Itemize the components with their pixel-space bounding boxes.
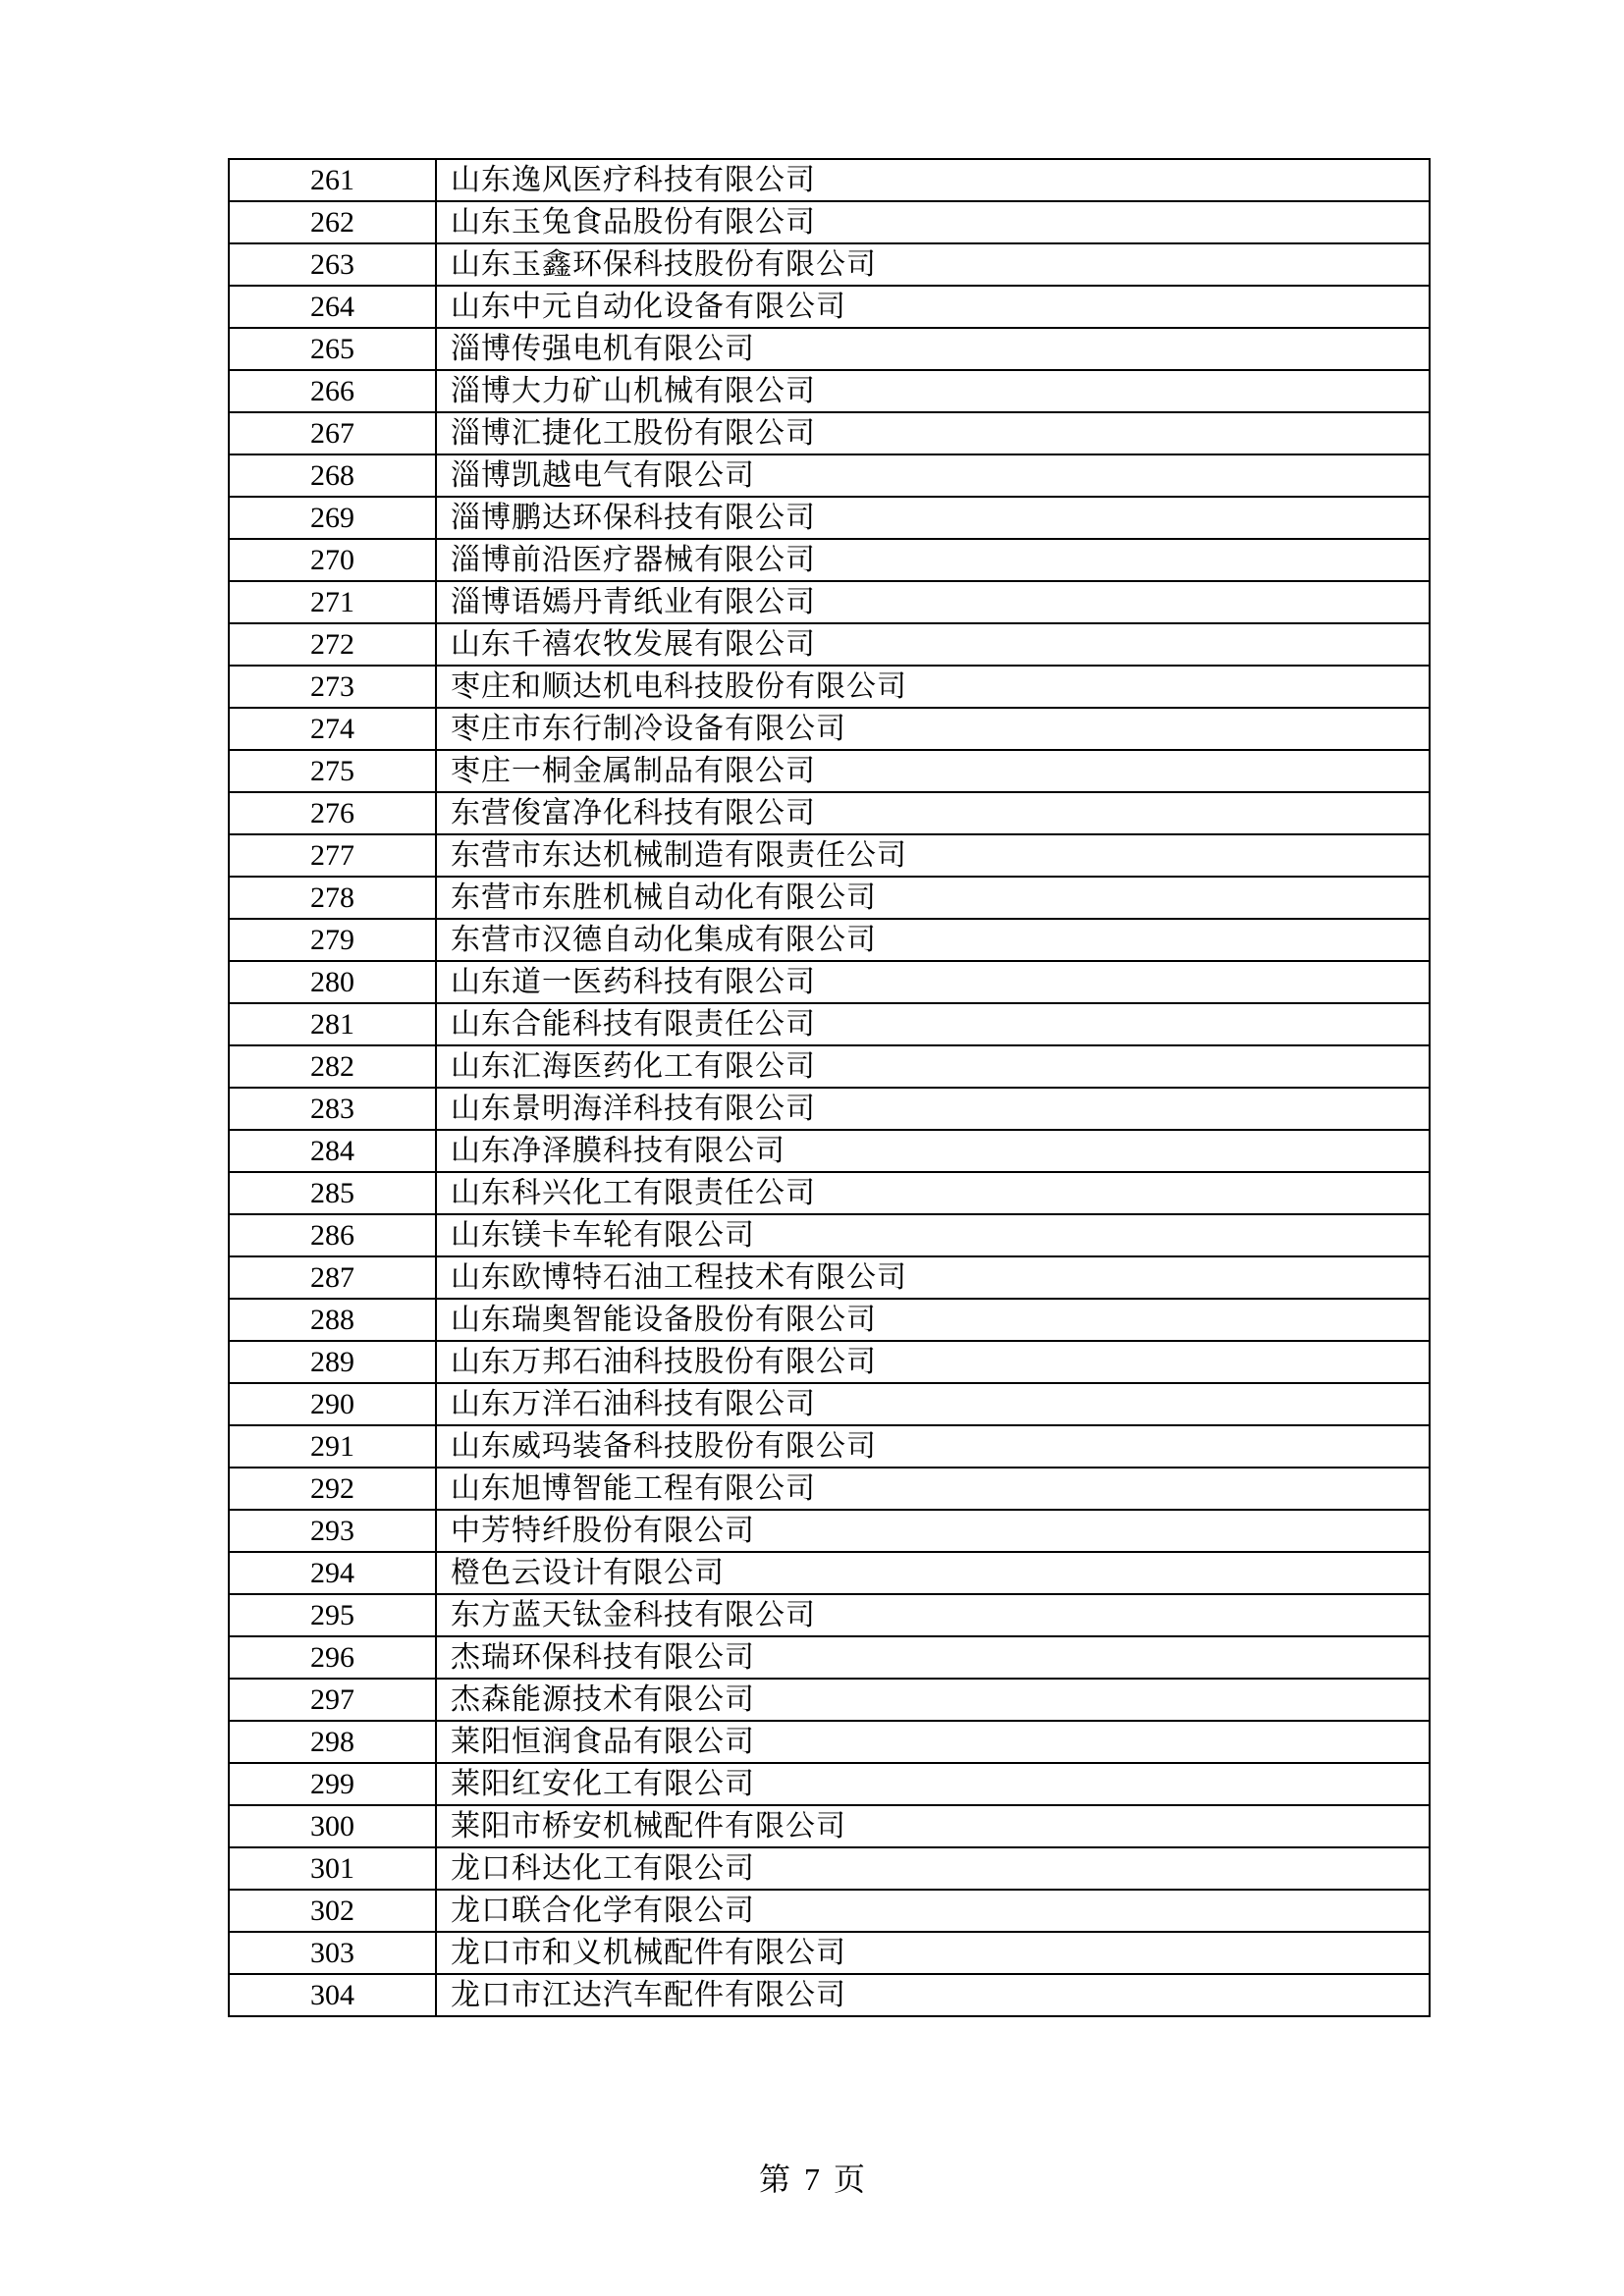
company-name: 淄博前沿医疗器械有限公司 [436, 539, 1430, 581]
row-number: 267 [229, 412, 436, 454]
row-number: 262 [229, 201, 436, 243]
company-name: 龙口科达化工有限公司 [436, 1847, 1430, 1890]
row-number: 296 [229, 1636, 436, 1679]
row-number: 283 [229, 1088, 436, 1130]
company-name: 东方蓝天钛金科技有限公司 [436, 1594, 1430, 1636]
table-row [229, 1088, 1430, 1130]
company-name: 淄博传强电机有限公司 [436, 328, 1430, 370]
row-number: 286 [229, 1214, 436, 1256]
page-footer-suffix: 页 [834, 2161, 866, 2198]
row-number: 288 [229, 1299, 436, 1341]
company-name: 淄博汇捷化工股份有限公司 [436, 412, 1430, 454]
row-number: 302 [229, 1890, 436, 1932]
row-number: 278 [229, 877, 436, 919]
company-name: 山东逸风医疗科技有限公司 [436, 159, 1430, 201]
table-row [229, 1045, 1430, 1088]
table-row [229, 1510, 1430, 1552]
row-number: 289 [229, 1341, 436, 1383]
row-number: 280 [229, 961, 436, 1003]
company-name: 山东镁卡车轮有限公司 [436, 1214, 1430, 1256]
company-name: 淄博大力矿山机械有限公司 [436, 370, 1430, 412]
company-name: 莱阳红安化工有限公司 [436, 1763, 1430, 1805]
row-number: 298 [229, 1721, 436, 1763]
row-number: 301 [229, 1847, 436, 1890]
page-number: 7 [804, 2162, 820, 2197]
row-number: 299 [229, 1763, 436, 1805]
table-row [229, 1341, 1430, 1383]
row-number: 269 [229, 497, 436, 539]
table-row [229, 581, 1430, 623]
row-number: 272 [229, 623, 436, 666]
table-row [229, 1130, 1430, 1172]
company-name: 山东万邦石油科技股份有限公司 [436, 1341, 1430, 1383]
table-row [229, 666, 1430, 708]
row-number: 297 [229, 1679, 436, 1721]
table-row [229, 286, 1430, 328]
row-number: 261 [229, 159, 436, 201]
company-name: 山东玉兔食品股份有限公司 [436, 201, 1430, 243]
table-row [229, 201, 1430, 243]
page-footer [0, 2160, 1624, 2199]
row-number: 273 [229, 666, 436, 708]
row-number: 285 [229, 1172, 436, 1214]
page-footer-prefix: 第 [758, 2161, 790, 2198]
row-number: 271 [229, 581, 436, 623]
table-row [229, 1468, 1430, 1510]
row-number: 275 [229, 750, 436, 792]
company-name: 山东合能科技有限责任公司 [436, 1003, 1430, 1045]
row-number: 303 [229, 1932, 436, 1974]
company-name: 枣庄和顺达机电科技股份有限公司 [436, 666, 1430, 708]
table-row [229, 412, 1430, 454]
table-row [229, 1256, 1430, 1299]
table-row [229, 454, 1430, 497]
row-number: 295 [229, 1594, 436, 1636]
company-list-body [229, 159, 1430, 2016]
table-row [229, 1425, 1430, 1468]
company-name: 东营俊富净化科技有限公司 [436, 792, 1430, 834]
company-name: 东营市东达机械制造有限责任公司 [436, 834, 1430, 877]
company-name: 龙口联合化学有限公司 [436, 1890, 1430, 1932]
row-number: 270 [229, 539, 436, 581]
row-number: 293 [229, 1510, 436, 1552]
company-name: 龙口市江达汽车配件有限公司 [436, 1974, 1430, 2016]
row-number: 300 [229, 1805, 436, 1847]
company-name: 枣庄一桐金属制品有限公司 [436, 750, 1430, 792]
table-row [229, 1805, 1430, 1847]
company-list-table [228, 158, 1431, 2017]
company-name: 山东净泽膜科技有限公司 [436, 1130, 1430, 1172]
table-row [229, 1721, 1430, 1763]
row-number: 274 [229, 708, 436, 750]
row-number: 287 [229, 1256, 436, 1299]
row-number: 277 [229, 834, 436, 877]
company-name: 淄博凯越电气有限公司 [436, 454, 1430, 497]
table-row [229, 1299, 1430, 1341]
company-name: 山东科兴化工有限责任公司 [436, 1172, 1430, 1214]
table-row [229, 623, 1430, 666]
company-name: 山东道一医药科技有限公司 [436, 961, 1430, 1003]
company-name: 枣庄市东行制冷设备有限公司 [436, 708, 1430, 750]
table-row [229, 708, 1430, 750]
row-number: 279 [229, 919, 436, 961]
company-name: 山东景明海洋科技有限公司 [436, 1088, 1430, 1130]
company-name: 山东千禧农牧发展有限公司 [436, 623, 1430, 666]
row-number: 266 [229, 370, 436, 412]
table-row [229, 792, 1430, 834]
row-number: 276 [229, 792, 436, 834]
table-row [229, 877, 1430, 919]
row-number: 281 [229, 1003, 436, 1045]
table-row [229, 497, 1430, 539]
table-row [229, 1172, 1430, 1214]
row-number: 282 [229, 1045, 436, 1088]
table-row [229, 1932, 1430, 1974]
table-row [229, 1847, 1430, 1890]
company-name: 中芳特纤股份有限公司 [436, 1510, 1430, 1552]
table-row [229, 1383, 1430, 1425]
company-name: 淄博语嫣丹青纸业有限公司 [436, 581, 1430, 623]
row-number: 291 [229, 1425, 436, 1468]
company-name: 淄博鹏达环保科技有限公司 [436, 497, 1430, 539]
table-row [229, 1679, 1430, 1721]
row-number: 304 [229, 1974, 436, 2016]
company-name: 橙色云设计有限公司 [436, 1552, 1430, 1594]
company-name: 莱阳市桥安机械配件有限公司 [436, 1805, 1430, 1847]
table-row [229, 961, 1430, 1003]
table-row [229, 370, 1430, 412]
table-row [229, 1552, 1430, 1594]
company-name: 杰瑞环保科技有限公司 [436, 1636, 1430, 1679]
company-name: 杰森能源技术有限公司 [436, 1679, 1430, 1721]
company-name: 山东旭博智能工程有限公司 [436, 1468, 1430, 1510]
company-name: 山东欧博特石油工程技术有限公司 [436, 1256, 1430, 1299]
table-row [229, 1594, 1430, 1636]
table-row [229, 243, 1430, 286]
table-row [229, 1636, 1430, 1679]
row-number: 292 [229, 1468, 436, 1510]
table-row [229, 1974, 1430, 2016]
table-row [229, 1890, 1430, 1932]
table-row [229, 1214, 1430, 1256]
table-row [229, 539, 1430, 581]
row-number: 294 [229, 1552, 436, 1594]
company-name: 山东威玛装备科技股份有限公司 [436, 1425, 1430, 1468]
company-name: 东营市汉德自动化集成有限公司 [436, 919, 1430, 961]
table-row [229, 834, 1430, 877]
row-number: 284 [229, 1130, 436, 1172]
company-name: 山东瑞奥智能设备股份有限公司 [436, 1299, 1430, 1341]
row-number: 263 [229, 243, 436, 286]
table-row [229, 919, 1430, 961]
row-number: 268 [229, 454, 436, 497]
table-row [229, 750, 1430, 792]
company-name: 山东汇海医药化工有限公司 [436, 1045, 1430, 1088]
company-name: 莱阳恒润食品有限公司 [436, 1721, 1430, 1763]
row-number: 290 [229, 1383, 436, 1425]
company-name: 东营市东胜机械自动化有限公司 [436, 877, 1430, 919]
company-name: 山东万洋石油科技有限公司 [436, 1383, 1430, 1425]
company-name: 山东中元自动化设备有限公司 [436, 286, 1430, 328]
company-name: 龙口市和义机械配件有限公司 [436, 1932, 1430, 1974]
company-name: 山东玉鑫环保科技股份有限公司 [436, 243, 1430, 286]
table-row [229, 159, 1430, 201]
row-number: 264 [229, 286, 436, 328]
table-row [229, 1003, 1430, 1045]
table-row [229, 328, 1430, 370]
row-number: 265 [229, 328, 436, 370]
table-row [229, 1763, 1430, 1805]
